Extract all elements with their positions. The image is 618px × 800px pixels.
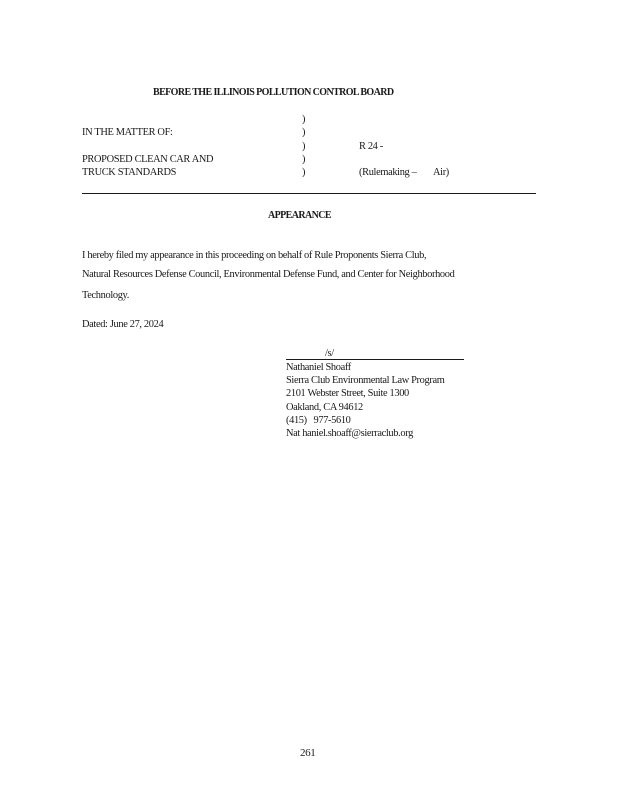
caption-paren: ) (302, 154, 306, 165)
signer-street: 2101 Webster Street, Suite 1300 (286, 388, 409, 399)
caption-divider (82, 193, 536, 194)
caption-paren: ) (302, 141, 306, 152)
matter-title-line-1: PROPOSED CLEAN CAR AND (82, 154, 214, 165)
page-number: 261 (300, 747, 316, 759)
caption-paren: ) (302, 114, 306, 125)
caption-paren: ) (302, 127, 306, 138)
signer-phone: (415) 977-5610 (286, 415, 351, 426)
in-the-matter-label: IN THE MATTER OF: (82, 127, 173, 138)
board-title: BEFORE THE ILLINOIS POLLUTION CONTROL BOARD (153, 87, 394, 98)
signature-mark: /s/ (325, 348, 334, 359)
caption-paren: ) (302, 167, 306, 178)
body-line-2: Natural Resources Defense Council, Environmental Defense Fund, and Center for Neighborhood (82, 269, 455, 280)
signature-line (286, 359, 464, 360)
dated-line: Dated: June 27, 2024 (82, 319, 164, 330)
rulemaking-type: Air) (433, 167, 449, 178)
matter-title-line-2: TRUCK STANDARDS (82, 167, 177, 178)
signer-organization: Sierra Club Environmental Law Program (286, 375, 445, 386)
docket-number: R 24 - (359, 141, 383, 152)
signer-city: Oakland, CA 94612 (286, 402, 363, 413)
body-line-1: I hereby filed my appearance in this proceeding on behalf of Rule Proponents Sierra Club, (82, 250, 427, 261)
rulemaking-label: (Rulemaking – (359, 167, 417, 178)
document-title: APPEARANCE (268, 210, 331, 221)
signer-email: Nat haniel.shoaff@sierraclub.org (286, 428, 413, 439)
body-line-3: Technology. (82, 290, 129, 301)
signer-name: Nathaniel Shoaff (286, 362, 351, 373)
